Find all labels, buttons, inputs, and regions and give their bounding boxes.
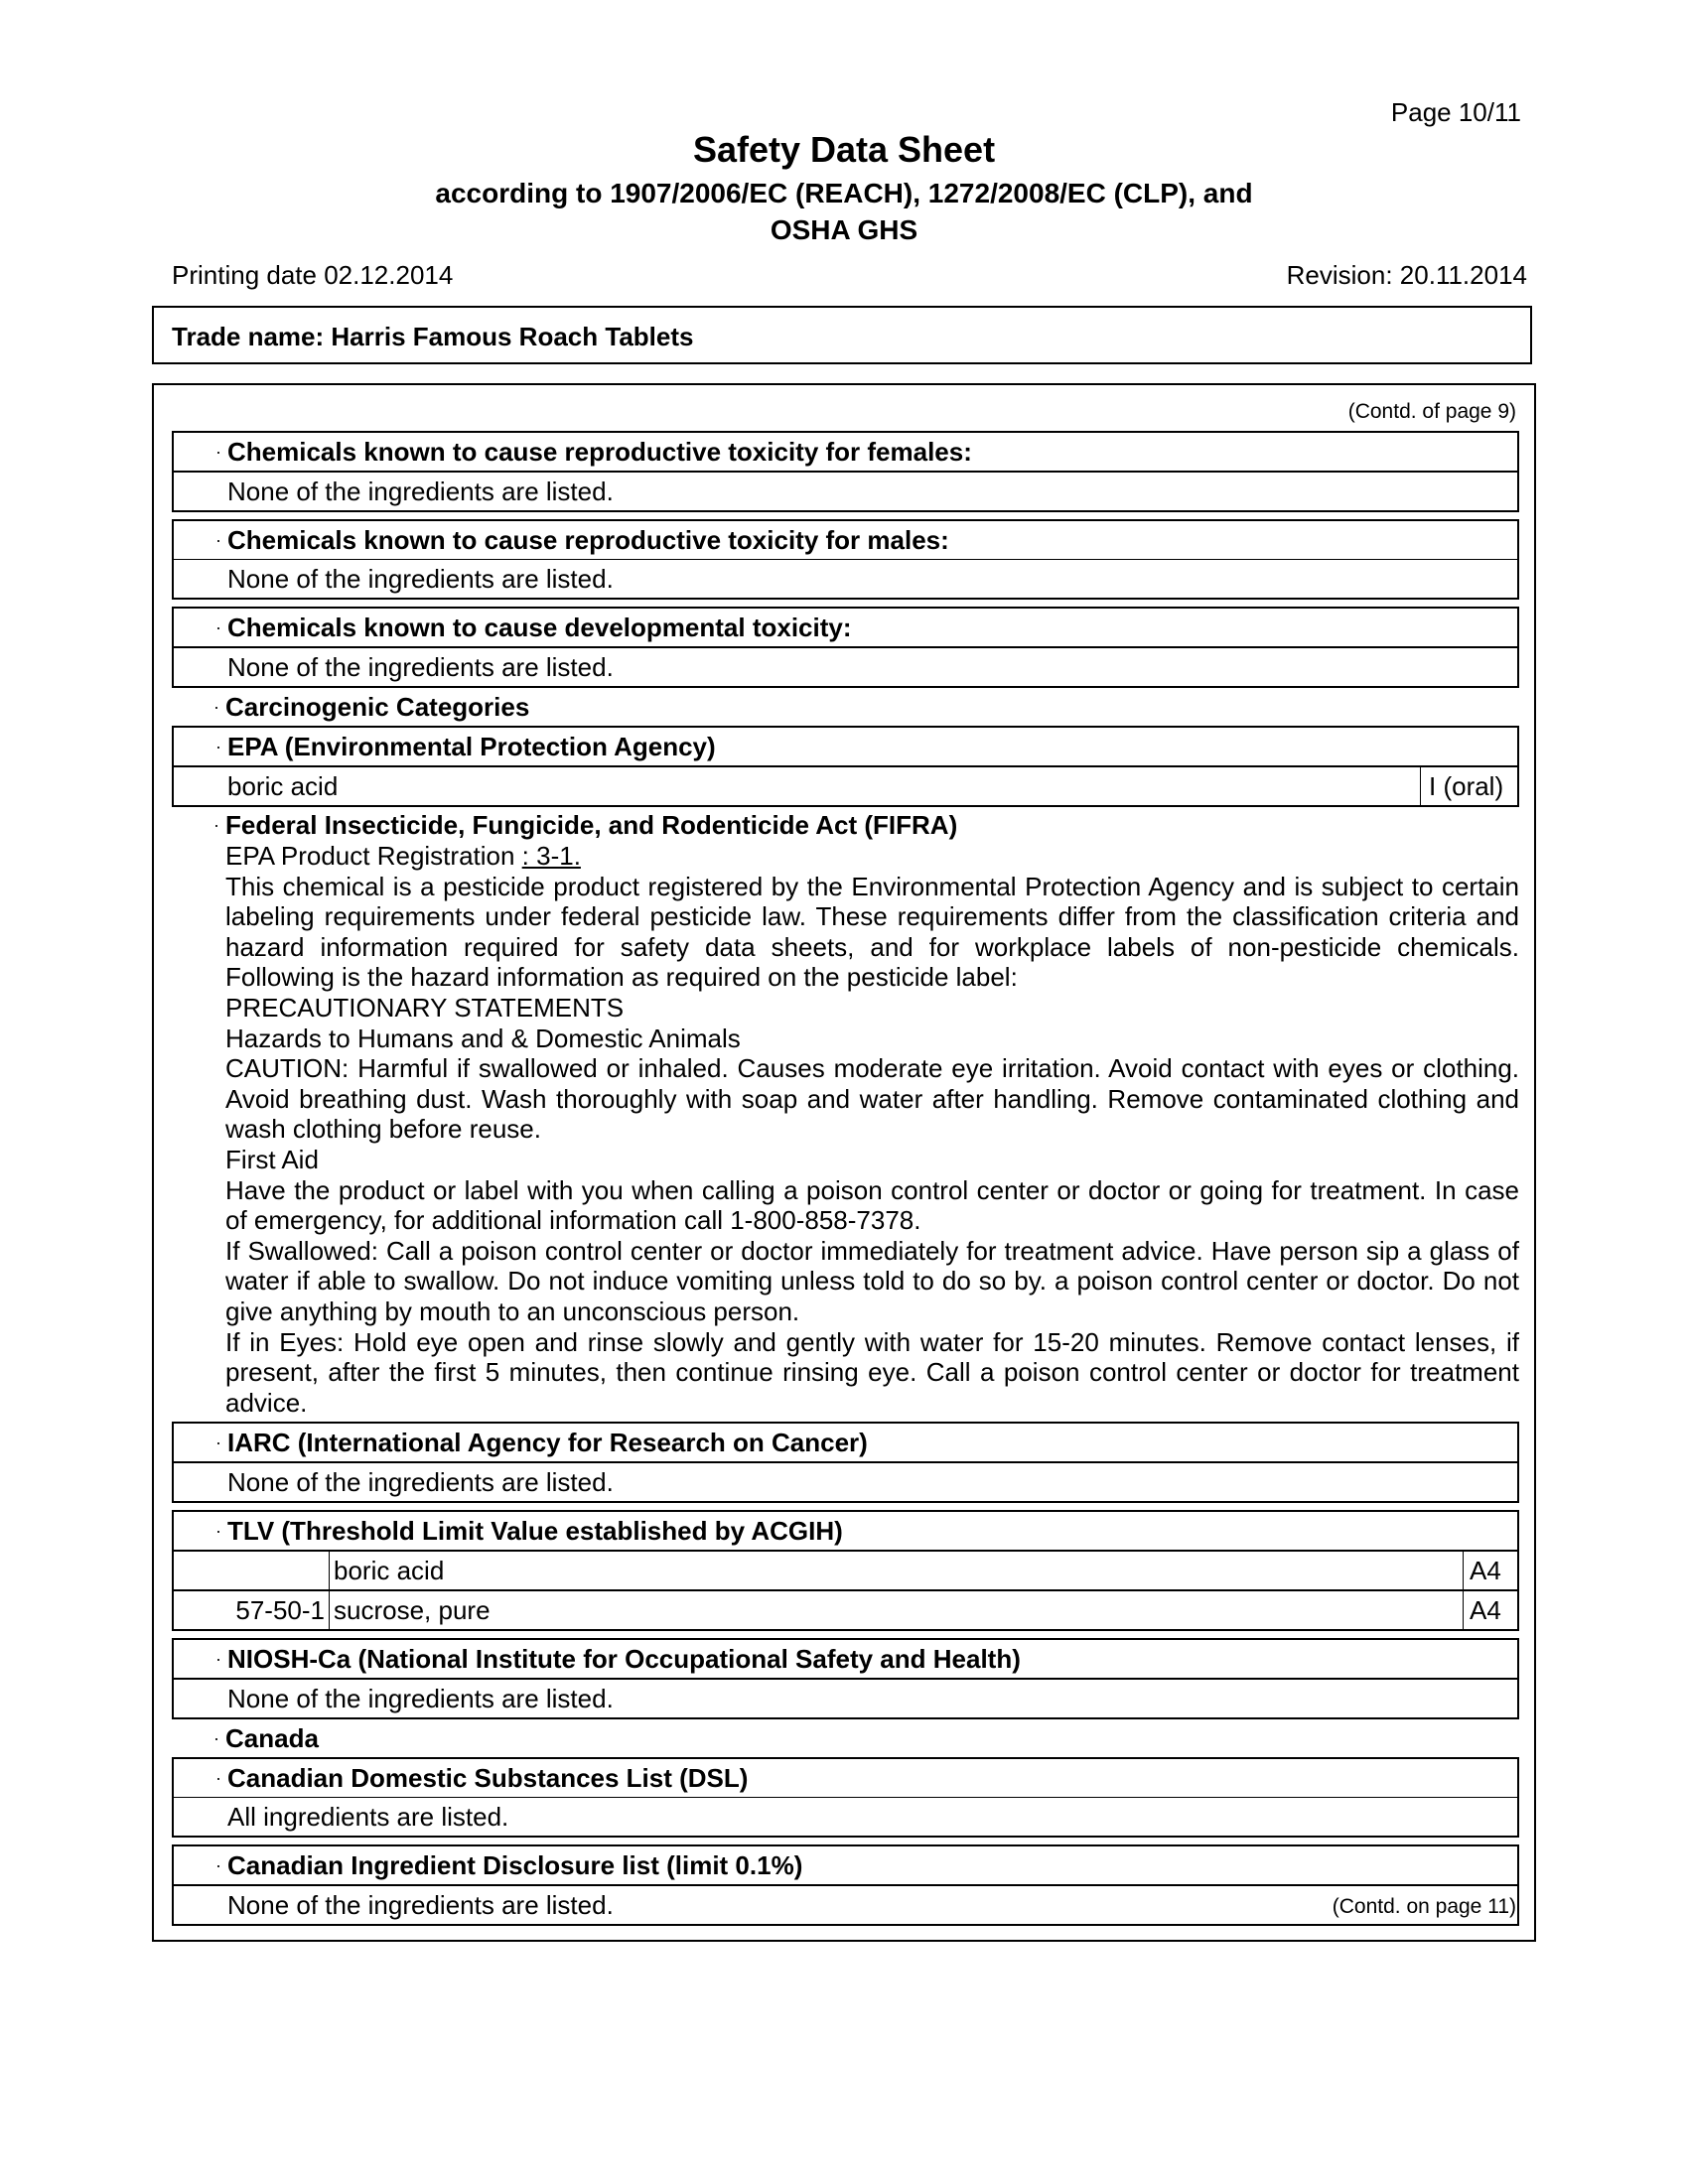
content-area	[172, 431, 1519, 1933]
substance-name: sucrose, pure	[329, 1591, 1463, 1629]
bullet-icon: ·	[215, 1649, 221, 1670]
section-title	[174, 609, 1517, 646]
section-text: None of the ingredients are listed.	[174, 1884, 1517, 1924]
section-text: None of the ingredients are listed.	[174, 646, 1517, 686]
section-title-text: Canada	[225, 1723, 319, 1754]
cas-number	[174, 1552, 329, 1589]
section-title-text: Carcinogenic Categories	[225, 692, 530, 722]
trade-name: Trade name: Harris Famous Roach Tablets	[172, 322, 694, 351]
bullet-icon: ·	[215, 617, 221, 637]
section-title-text: Chemicals known to cause developmental toxicity:	[227, 613, 852, 642]
table-row	[174, 1589, 1517, 1629]
section-cidl	[172, 1844, 1519, 1926]
document-title: Safety Data Sheet	[692, 129, 996, 170]
bullet-icon: ·	[215, 1433, 221, 1453]
substance-name: boric acid	[227, 771, 339, 801]
substance-category: I (oral)	[1420, 767, 1517, 805]
if-in-eyes-text: If in Eyes: Hold eye open and rinse slowly and gently with water for 15-20 minutes. Remove contact lenses, if present, after the first 5 minutes, then continue rinsing eye. Call a poison control center or doctor for treatment advice.	[225, 1326, 1519, 1418]
section-repro-males	[172, 519, 1519, 600]
section-title	[174, 1424, 1517, 1461]
section-dsl	[172, 1757, 1519, 1838]
printing-date: Printing date 02.12.2014	[172, 260, 454, 290]
section-canada	[172, 1719, 1519, 1757]
section-niosh	[172, 1638, 1519, 1719]
section-title-text: Chemicals known to cause reproductive toxicity for females:	[227, 437, 972, 467]
bullet-icon: ·	[213, 1728, 219, 1749]
precautionary-heading: PRECAUTIONARY STATEMENTS	[225, 992, 625, 1023]
section-title-text: EPA (Environmental Protection Agency)	[227, 732, 716, 761]
first-aid-heading: First Aid	[225, 1144, 319, 1174]
bullet-icon: ·	[213, 815, 219, 835]
section-tlv	[172, 1510, 1519, 1631]
section-title	[174, 521, 1517, 559]
section-title-text: Canadian Domestic Substances List (DSL)	[227, 1763, 749, 1794]
section-title-text: NIOSH-Ca (National Institute for Occupational Safety and Health)	[227, 1644, 1021, 1675]
section-title-text: TLV (Threshold Limit Value established by ACGIH)	[227, 1516, 843, 1547]
bullet-icon: ·	[215, 530, 221, 550]
if-swallowed-text: If Swallowed: Call a poison control center or doctor immediately for treatment advice. Have person sip a glass of water if able to swallow. Do not induce vomiting unless told to do so by. a poison control center or doctor. Do not give anything by mouth to an unconscious person.	[225, 1235, 1519, 1326]
first-aid-text: Have the product or label with you when calling a poison control center or doctor or going for treatment. In case of emergency, for additional information call 1-800-858-7378.	[225, 1174, 1519, 1236]
main-content-box	[152, 383, 1536, 1942]
continued-on-note: (Contd. on page 11)	[1332, 1895, 1516, 1918]
epa-registration	[225, 841, 1519, 872]
section-iarc	[172, 1422, 1519, 1503]
section-text: None of the ingredients are listed.	[174, 1461, 1517, 1501]
bullet-icon: ·	[215, 1521, 221, 1542]
subtitle-line-2: OSHA GHS	[770, 214, 918, 245]
substance-name: boric acid	[329, 1552, 1463, 1589]
section-title	[174, 728, 1517, 765]
continued-from-note: (Contd. of page 9)	[1347, 400, 1516, 423]
bullet-icon: ·	[215, 442, 221, 462]
registration-label: EPA Product Registration	[225, 841, 522, 871]
section-title	[174, 1512, 1517, 1550]
fifra-intro: This chemical is a pesticide product registered by the Environmental Protection Agency and is subject to certain labeling requirements under federal pesticide law. These requirements differ from the classification criteria and hazard information required for safety data sheets, and for workplace labels of non-pesticide chemicals. Following is the hazard information as required on the pesticide label:	[225, 871, 1519, 993]
subtitle-line-1: according to 1907/2006/EC (REACH), 1272/2008/EC (CLP), and	[435, 178, 1253, 208]
section-carcinogenic-categories	[172, 688, 1519, 726]
table-row	[174, 1550, 1517, 1589]
section-text: None of the ingredients are listed.	[174, 559, 1517, 598]
cas-number: 57-50-1	[235, 1595, 325, 1626]
table-row	[174, 765, 1517, 805]
section-text: None of the ingredients are listed.	[174, 1678, 1517, 1717]
section-text: All ingredients are listed.	[174, 1797, 1517, 1836]
substance-category: A4	[1463, 1552, 1517, 1589]
section-text: None of the ingredients are listed.	[174, 471, 1517, 510]
hazards-heading: Hazards to Humans and & Domestic Animals	[225, 1023, 741, 1053]
section-title	[174, 1846, 1517, 1884]
page-number: Page 10/11	[1390, 97, 1521, 127]
section-title	[174, 433, 1517, 471]
caution-text: CAUTION: Harmful if swallowed or inhaled. Causes moderate eye irritation. Avoid contact with eyes or clothing. Avoid breathing dust. Wash thoroughly with soap and water after handling. Remove contaminated clothing and wash clothing before reuse.	[225, 1053, 1519, 1145]
substance-category: A4	[1463, 1591, 1517, 1629]
bullet-icon: ·	[213, 697, 219, 717]
section-title-text: Canadian Ingredient Disclosure list (limit 0.1%)	[227, 1850, 803, 1881]
bullet-icon: ·	[215, 737, 221, 756]
revision-date: Revision: 20.11.2014	[1286, 260, 1527, 290]
trade-name-box	[152, 306, 1532, 364]
bullet-icon: ·	[215, 1768, 221, 1789]
section-title	[174, 1759, 1517, 1797]
section-title-text: IARC (International Agency for Research on Cancer)	[227, 1428, 868, 1458]
section-repro-females	[172, 431, 1519, 512]
document-subtitle	[0, 175, 1688, 248]
section-fifra	[172, 809, 1519, 1418]
bullet-icon: ·	[215, 1855, 221, 1876]
section-title: Federal Insecticide, Fungicide, and Rodenticide Act (FIFRA)	[225, 810, 958, 840]
registration-value: : 3-1.	[521, 841, 581, 871]
section-title	[174, 1640, 1517, 1678]
section-epa	[172, 726, 1519, 807]
section-developmental	[172, 607, 1519, 688]
section-title-text: Chemicals known to cause reproductive toxicity for males:	[227, 525, 949, 555]
